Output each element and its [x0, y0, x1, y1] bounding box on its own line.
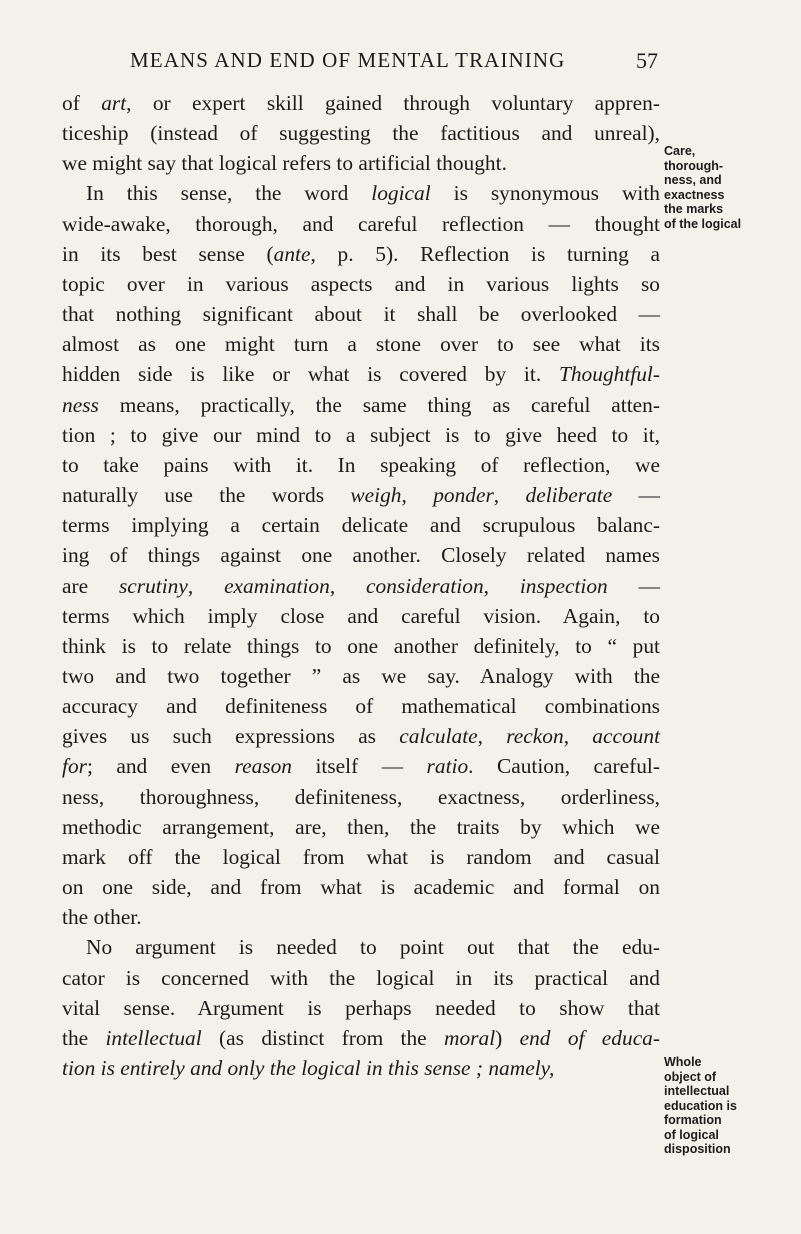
body-line: [62, 269, 660, 299]
running-head: MEANS AND END OF MENTAL TRAINING: [130, 48, 566, 72]
text-run: vital sense. Argument is perhaps needed to show that: [62, 995, 660, 1020]
italic-text: reckon: [506, 724, 564, 749]
body-line: [62, 932, 660, 962]
text-run: two and two together ” as we say. Analogy with the: [62, 663, 660, 688]
body-line: [62, 540, 660, 570]
text-run: almost as one might turn a stone over to see what its: [62, 332, 660, 357]
text-run: think is to relate things to one another definitely, to “ put: [62, 633, 660, 658]
italic-text: ponder: [433, 483, 494, 508]
margin-note-line: exactness: [664, 187, 725, 202]
margin-note-line: ness, and: [664, 173, 722, 187]
margin-note-line: formation: [664, 1113, 722, 1127]
body-line: [62, 178, 660, 208]
body-line: [62, 691, 660, 721]
text-run: ,: [563, 724, 593, 749]
italic-text: examination: [224, 573, 330, 598]
text-run: ,: [329, 573, 366, 598]
margin-note-line: the marks: [664, 202, 724, 216]
text-run: gives us such expressions as: [62, 724, 400, 749]
body-line: [62, 721, 660, 751]
italic-text: ness: [62, 392, 99, 417]
italic-text: Thoughtful-: [558, 362, 660, 387]
italic-text: account: [592, 724, 661, 749]
italic-text: consideration: [366, 573, 484, 598]
text-run: to take pains with it. In speaking of reflection, we: [62, 452, 660, 477]
margin-note-line: object of: [664, 1069, 717, 1084]
body-line: [62, 390, 660, 420]
italic-text: reason: [234, 754, 292, 779]
body-line: [62, 872, 660, 902]
body-line: [62, 963, 660, 993]
text-run: (as distinct from the: [201, 1025, 445, 1050]
text-run: ,: [493, 483, 526, 508]
text-run: of: [62, 91, 102, 115]
italic-text: ratio: [426, 754, 469, 779]
text-run: In this sense, the word: [86, 181, 372, 206]
body-line: [62, 450, 660, 480]
italic-text: weigh: [350, 483, 402, 508]
text-run: hidden side is like or what is covered by it.: [62, 362, 559, 387]
text-run: is synonymous with: [430, 181, 660, 206]
text-run: naturally use the words: [62, 483, 351, 508]
page-number: 57: [636, 48, 658, 73]
text-run: ,: [477, 724, 507, 749]
text-run: ,: [401, 483, 434, 508]
body-line: [62, 601, 660, 631]
italic-text: for: [62, 754, 87, 779]
italic-text: tion is entirely and only the logical in this sense ; namely,: [62, 1056, 555, 1080]
text-run: . Caution, careful-: [468, 754, 660, 779]
text-run: on one side, and from what is academic and formal on: [62, 875, 660, 900]
text-run: the other.: [62, 905, 142, 930]
italic-text: art: [101, 91, 127, 115]
margin-note-care: [664, 144, 784, 231]
body-line: [62, 993, 660, 1023]
body-text: [62, 88, 660, 1083]
body-line: [62, 359, 660, 389]
body-line: [62, 812, 660, 842]
body-line: [62, 902, 660, 932]
text-run: that nothing significant about it shall be overlooked —: [62, 302, 660, 327]
body-line: [62, 1053, 660, 1083]
margin-note-whole-object: [664, 1055, 784, 1157]
margin-note-line: education is: [664, 1098, 737, 1113]
margin-note-line: thorough-: [664, 158, 724, 173]
body-line: [62, 571, 660, 601]
text-run: accuracy and definiteness of mathematical combinations: [62, 694, 660, 719]
italic-text: end of educa-: [519, 1025, 661, 1050]
text-run: terms which imply close and careful vision. Again, to: [62, 603, 660, 628]
text-run: in its best sense (: [62, 241, 274, 266]
text-run: mark off the logical from what is random and casual: [62, 844, 660, 869]
text-run: means, practically, the same thing as careful atten-: [98, 392, 660, 417]
text-run: ing of things against one another. Closely related names: [62, 543, 660, 568]
body-line: [62, 329, 660, 359]
text-run: tion ; to give our mind to a subject is to give heed to it,: [62, 422, 660, 447]
body-line: [62, 299, 660, 329]
text-run: terms implying a certain delicate and scrupulous balanc-: [62, 513, 660, 538]
text-run: ness, thoroughness, definiteness, exactness, orderliness,: [62, 784, 660, 809]
text-run: ): [495, 1025, 520, 1050]
body-line: [62, 782, 660, 812]
body-line: [62, 239, 660, 269]
italic-text: scrutiny: [118, 573, 188, 598]
text-run: ticeship (instead of suggesting the factitious and unreal),: [62, 121, 660, 146]
body-line: [62, 751, 660, 781]
body-line: [62, 88, 660, 118]
text-run: topic over in various aspects and in various lights so: [62, 271, 660, 296]
text-run: ,: [483, 573, 520, 598]
margin-note-line: of logical: [664, 1127, 719, 1142]
body-line: [62, 842, 660, 872]
text-run: cator is concerned with the logical in its practical and: [62, 965, 660, 990]
text-run: , p. 5). Reflection is turning a: [310, 241, 660, 266]
text-run: we might say that logical refers to artificial thought.: [62, 151, 507, 176]
italic-text: deliberate: [525, 483, 613, 508]
italic-text: logical: [371, 181, 431, 206]
text-run: itself —: [292, 754, 427, 779]
italic-text: intellectual: [105, 1025, 202, 1050]
body-line: [62, 420, 660, 450]
body-line: [62, 480, 660, 510]
italic-text: moral: [444, 1025, 496, 1050]
text-run: —: [607, 573, 660, 598]
margin-note-line: disposition: [664, 1142, 731, 1156]
margin-note-line: of the logical: [664, 216, 742, 231]
margin-note-line: Whole: [664, 1055, 702, 1069]
italic-text: calculate: [399, 724, 478, 749]
text-run: the: [62, 1025, 106, 1050]
text-run: , or expert skill gained through voluntary appren-: [126, 91, 660, 115]
body-line: [62, 510, 660, 540]
text-run: wide-awake, thorough, and careful reflection — thought: [62, 211, 660, 236]
text-run: methodic arrangement, are, then, the traits by which we: [62, 814, 660, 839]
text-run: ,: [187, 573, 225, 598]
italic-text: inspection: [519, 573, 608, 598]
text-run: are: [62, 573, 119, 598]
body-line: [62, 209, 660, 239]
body-line: [62, 148, 660, 178]
body-line: [62, 631, 660, 661]
italic-text: ante: [273, 241, 311, 266]
text-run: —: [612, 483, 660, 508]
body-line: [62, 1023, 660, 1053]
body-line: [62, 118, 660, 148]
body-line: [62, 661, 660, 691]
text-run: No argument is needed to point out that the edu-: [86, 935, 660, 960]
margin-note-line: Care,: [664, 144, 696, 158]
margin-note-line: intellectual: [664, 1084, 730, 1098]
text-run: ; and even: [86, 754, 235, 779]
